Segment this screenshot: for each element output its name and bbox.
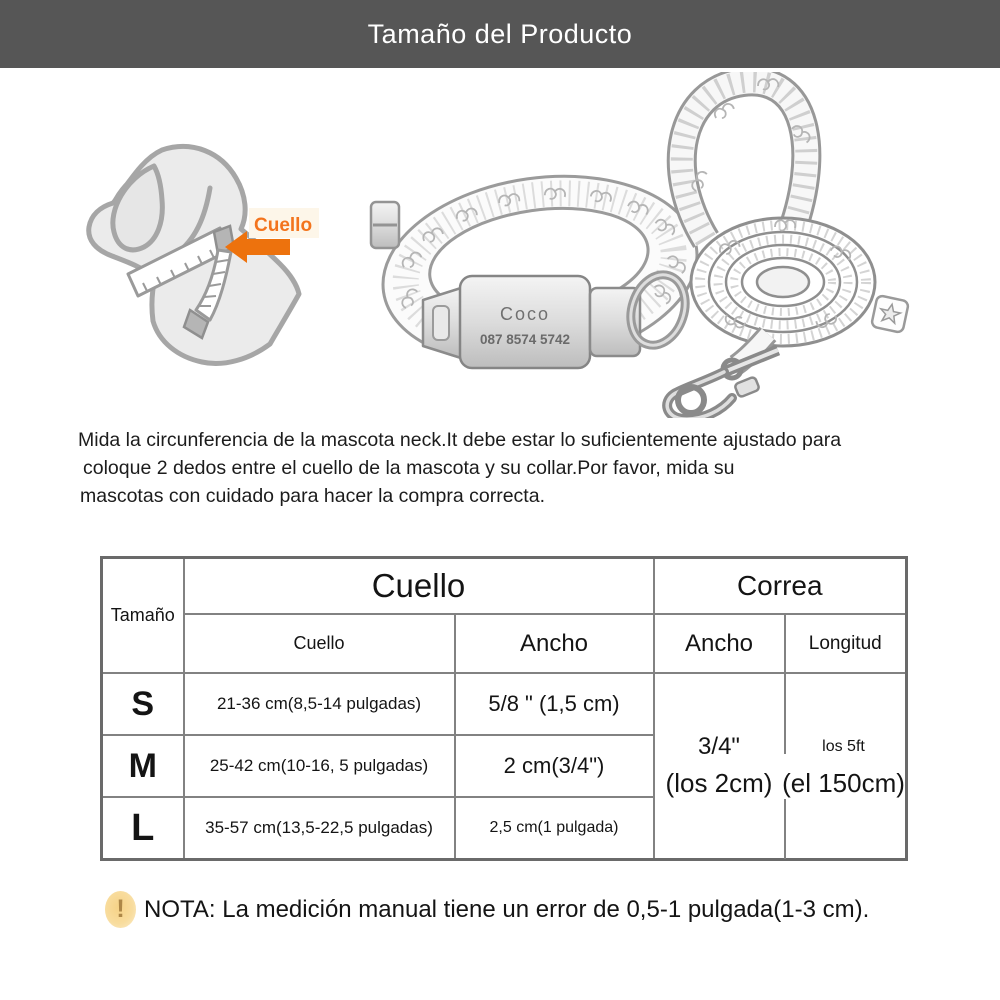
table-subheader-collar-width: Ancho bbox=[455, 614, 654, 673]
measurement-note bbox=[105, 891, 869, 928]
table-subheader-leash-length: Longitud bbox=[785, 614, 907, 673]
leash-width-value-cm: (los 2cm) bbox=[665, 768, 773, 798]
exclamation-icon bbox=[105, 891, 136, 928]
table-row-size-s bbox=[102, 673, 907, 735]
dog-measuring-illustration bbox=[58, 128, 350, 390]
star-charm bbox=[871, 295, 909, 333]
table-subheader-collar-neck: Cuello bbox=[184, 614, 455, 673]
size-label: M bbox=[102, 735, 184, 797]
leash-specs-cell bbox=[654, 673, 907, 860]
neck-measurement: 25-42 cm(10-16, 5 pulgadas) bbox=[184, 735, 455, 797]
buckle-name-engraving: Coco bbox=[499, 304, 551, 324]
instruction-line: Mida la circunferencia de la mascota neck.It debe estar lo suficientemente ajustado para bbox=[78, 429, 842, 451]
table-group-header-leash: Correa bbox=[654, 558, 907, 615]
buckle-phone-engraving: 087 8574 5742 bbox=[479, 332, 571, 347]
exclamation-glyph: ! bbox=[116, 895, 125, 923]
note-text: NOTA: La medición manual tiene un error de 0,5-1 pulgada(1-3 cm). bbox=[144, 895, 870, 923]
collar-buckle bbox=[423, 276, 640, 368]
leash-column-divider bbox=[784, 799, 786, 859]
snap-hook-icon bbox=[667, 350, 778, 418]
table-subheader-leash-width: Ancho bbox=[654, 614, 785, 673]
leash-length-value-cm: (el 150cm) bbox=[782, 768, 905, 798]
neck-measurement: 35-57 cm(13,5-22,5 pulgadas) bbox=[184, 797, 455, 860]
size-table bbox=[100, 556, 908, 861]
leash-width-value: 3/4" bbox=[698, 733, 740, 760]
neck-measurement: 21-36 cm(8,5-14 pulgadas) bbox=[184, 673, 455, 735]
collar-width-value: 2,5 cm(1 pulgada) bbox=[455, 797, 654, 860]
size-label: L bbox=[102, 797, 184, 860]
table-corner-header: Tamaño bbox=[102, 558, 184, 674]
header-bar bbox=[0, 0, 1000, 68]
cuello-label: Cuello bbox=[254, 215, 313, 236]
instruction-line: coloque 2 dedos entre el cuello de la mascota y su collar.Por favor, mida su bbox=[83, 457, 735, 479]
instruction-line: mascotas con cuidado para hacer la compra correcta. bbox=[80, 485, 545, 507]
table-group-header-collar: Cuello bbox=[184, 558, 654, 615]
leash-column-divider bbox=[784, 673, 786, 754]
size-table-wrap bbox=[100, 556, 908, 861]
collar-adjuster bbox=[371, 202, 399, 248]
measuring-instructions bbox=[78, 426, 841, 510]
collar-width-value: 2 cm(3/4") bbox=[455, 735, 654, 797]
dog-ear-front bbox=[113, 166, 162, 250]
page-title: Tamaño del Producto bbox=[367, 19, 633, 49]
collar-width-value: 5/8 " (1,5 cm) bbox=[455, 673, 654, 735]
size-label: S bbox=[102, 673, 184, 735]
leash-illustration bbox=[628, 72, 980, 418]
leash-length-value: los 5ft bbox=[822, 738, 865, 755]
